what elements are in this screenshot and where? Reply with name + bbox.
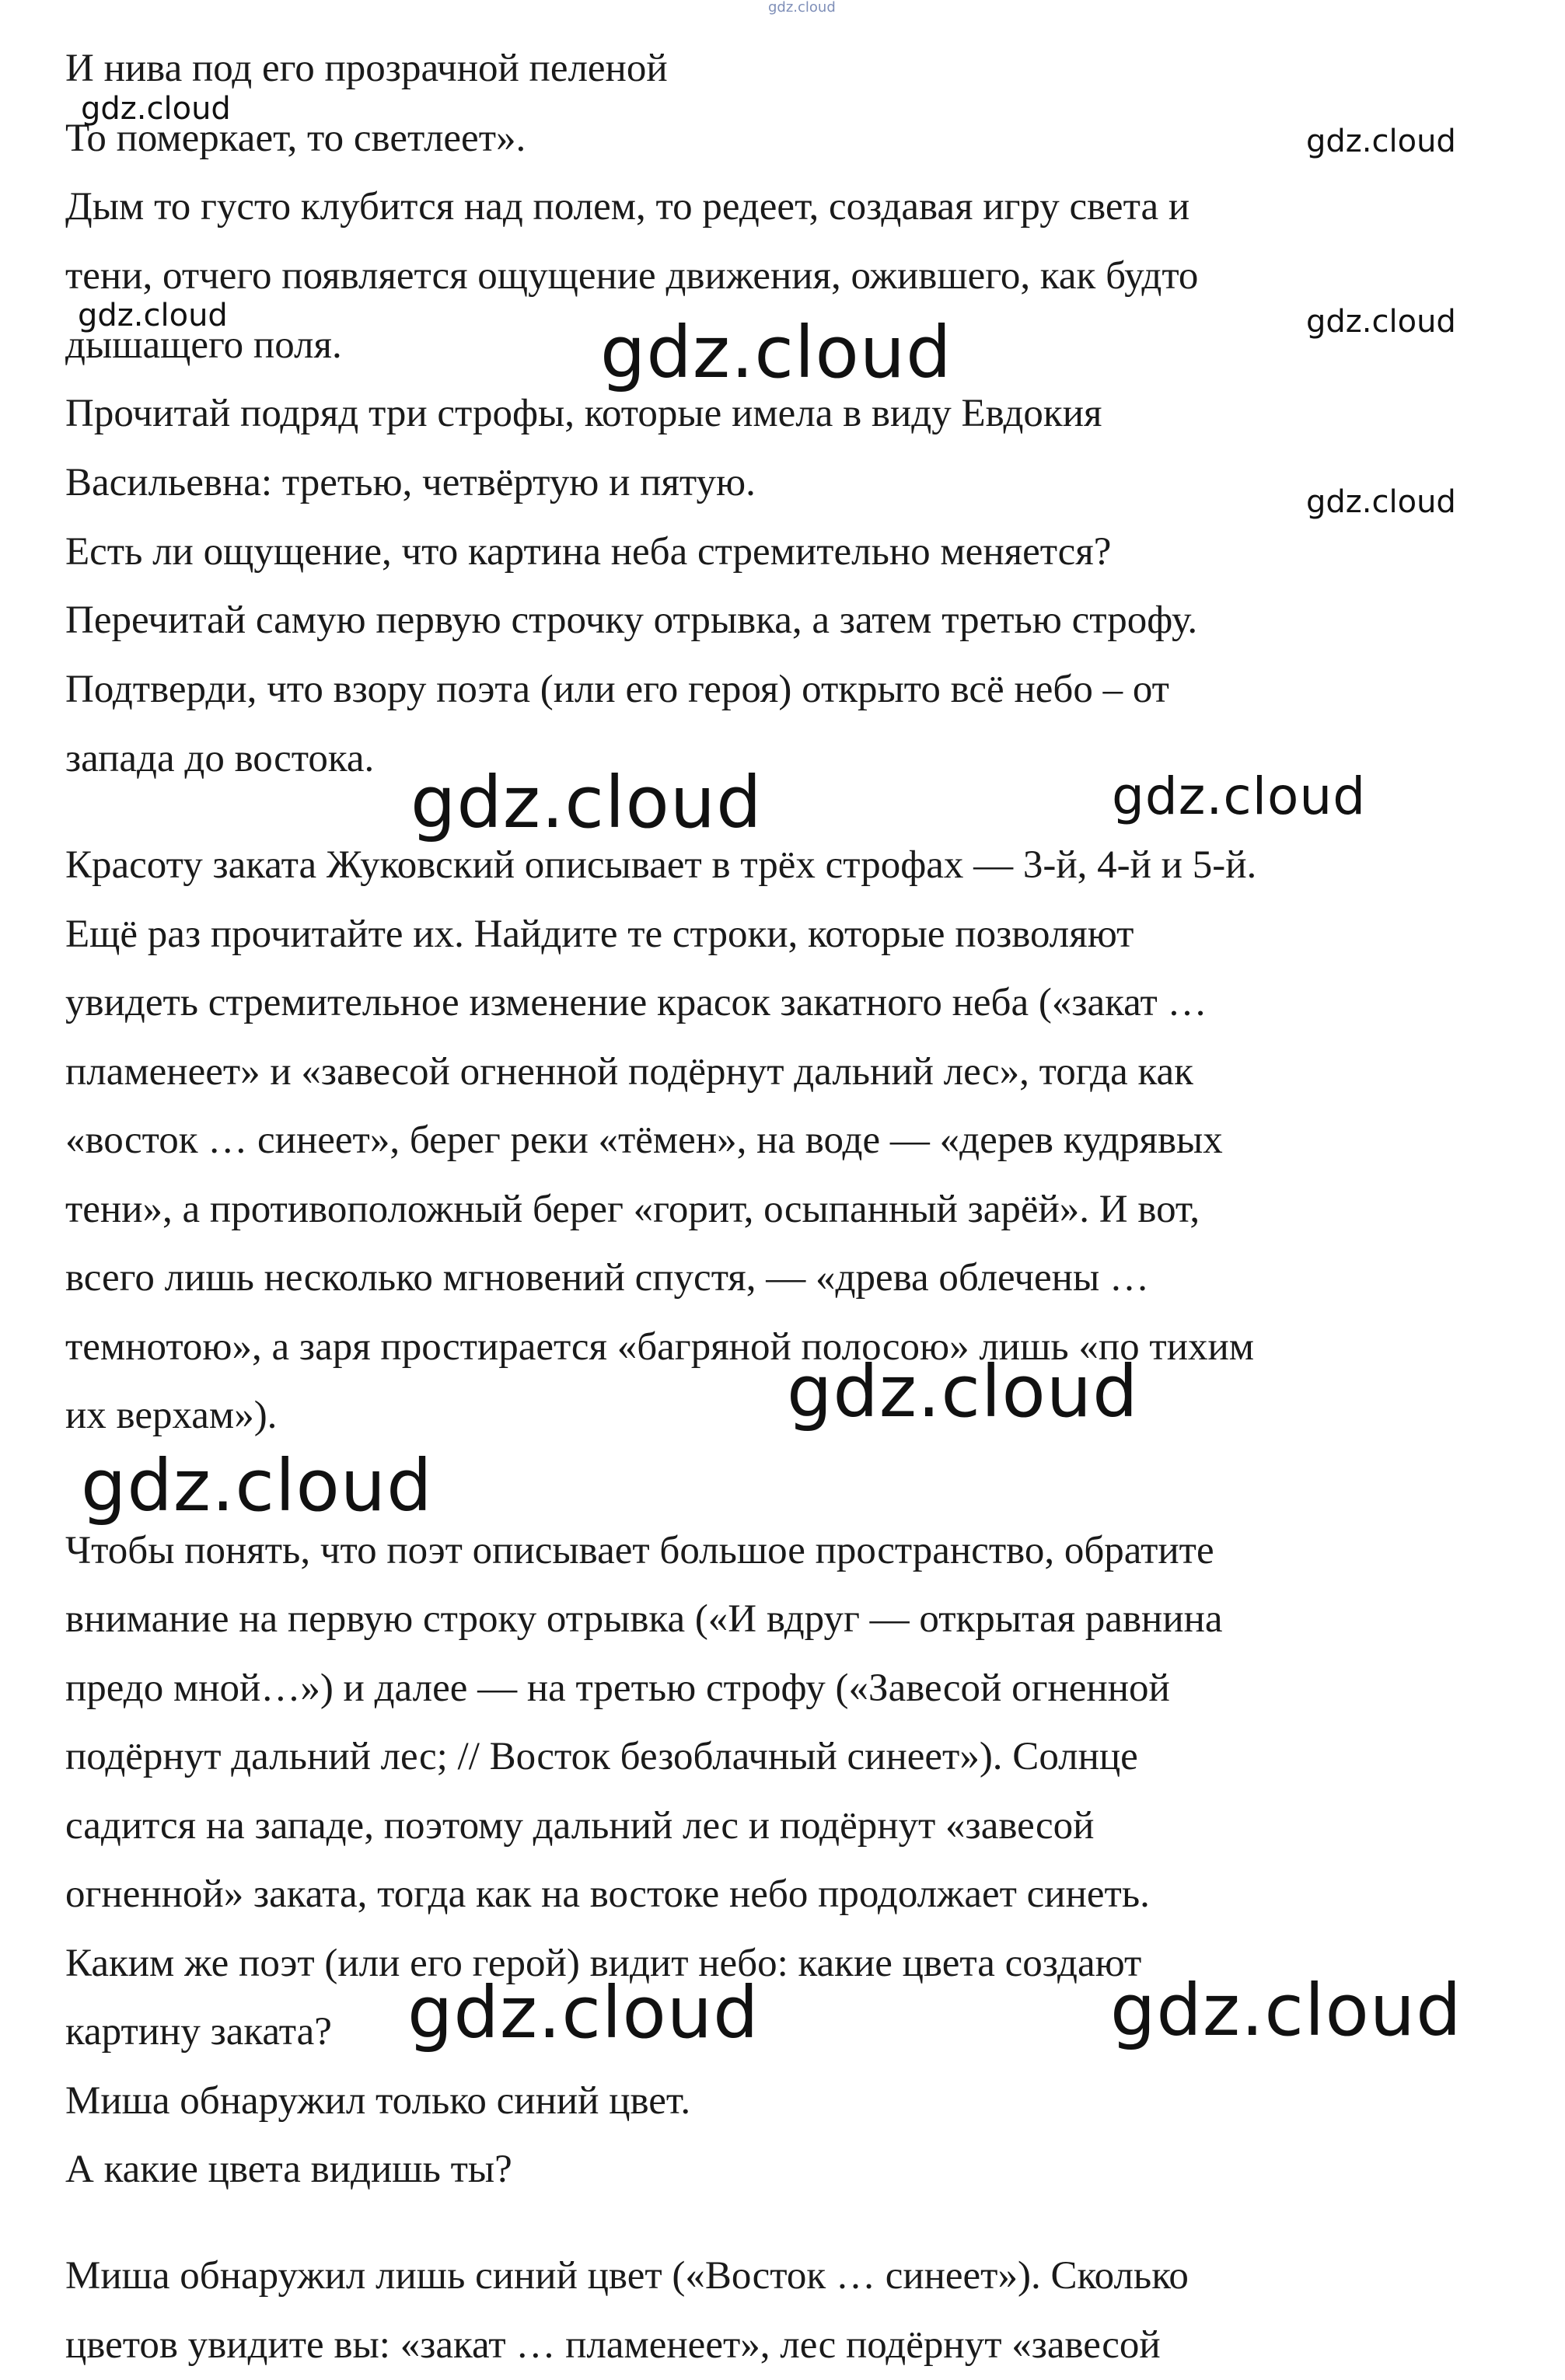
text-line-17: тени», а противоположный берег «горит, осыпанный зарёй». И вот, xyxy=(65,1188,1200,1231)
watermark-small-3: gdz.cloud xyxy=(78,298,228,333)
text-line-18: всего лишь несколько мгновений спустя, — «древа облечены … xyxy=(65,1256,1149,1300)
text-line-5: дышащего поля. xyxy=(65,323,342,367)
text-line-20: их верхам»). xyxy=(65,1394,278,1437)
text-line-21: Чтобы понять, что поэт описывает большое пространство, обратите xyxy=(65,1529,1214,1572)
text-line-8: Есть ли ощущение, что картина неба стремительно меняется? xyxy=(65,530,1112,574)
watermark-top: gdz.cloud xyxy=(768,0,836,16)
text-line-14: увидеть стремительное изменение красок закатного неба («закат … xyxy=(65,981,1207,1024)
text-line-11: запада до востока. xyxy=(65,737,375,780)
watermark-large-1: gdz.cloud xyxy=(600,311,952,394)
text-line-6: Прочитай подряд три строфы, которые имела в виду Евдокия xyxy=(65,392,1102,435)
watermark-small-1: gdz.cloud xyxy=(81,91,231,127)
watermark-small-2: gdz.cloud xyxy=(1306,124,1456,159)
text-line-28: картину заката? xyxy=(65,2010,332,2054)
text-line-9: Перечитай самую первую строчку отрывка, а затем третью строфу. xyxy=(65,598,1198,642)
watermark-small-4: gdz.cloud xyxy=(1306,304,1456,340)
text-line-13: Ещё раз прочитайте их. Найдите те строки, которые позволяют xyxy=(65,913,1134,956)
text-line-30: А какие цвета видишь ты? xyxy=(65,2148,512,2191)
watermark-large-2: gdz.cloud xyxy=(410,761,763,844)
text-line-25: садится на западе, поэтому дальний лес и подёрнут «завесой xyxy=(65,1804,1095,1848)
text-line-10: Подтверди, что взору поэта (или его героя) открыто всё небо – от xyxy=(65,668,1169,711)
text-line-3: Дым то густо клубится над полем, то редеет, создавая игру света и xyxy=(65,185,1190,229)
text-line-16: «восток … синеет», берег реки «тёмен», на воде — «дерев кудрявых xyxy=(65,1118,1223,1162)
text-line-15: пламенеет» и «завесой огненной подёрнут дальний лес», тогда как xyxy=(65,1050,1193,1094)
text-line-24: подёрнут дальний лес; // Восток безоблачный синеет»). Солнце xyxy=(65,1735,1138,1778)
text-line-22: внимание на первую строку отрывка («И вдруг — открытая равнина xyxy=(65,1597,1223,1641)
watermark-small-5: gdz.cloud xyxy=(1306,484,1456,520)
text-line-32: цветов увидите вы: «закат … пламенеет», лес подёрнут «завесой xyxy=(65,2323,1161,2367)
watermark-large-7: gdz.cloud xyxy=(1110,1969,1462,2052)
text-line-19: темнотою», а заря простирается «багряной полосою» лишь «по тихим xyxy=(65,1325,1255,1369)
text-line-7: Васильевна: третью, четвёртую и пятую. xyxy=(65,461,756,504)
text-line-23: предо мной…») и далее — на третью строфу («Завесой огненной xyxy=(65,1666,1170,1710)
text-line-29: Миша обнаружил только синий цвет. xyxy=(65,2079,691,2123)
text-line-26: огненной» заката, тогда как на востоке небо продолжает синеть. xyxy=(65,1872,1150,1916)
text-line-31: Миша обнаружил лишь синий цвет («Восток … синеет»). Сколько xyxy=(65,2254,1189,2298)
text-line-2: То померкает, то светлеет». xyxy=(65,117,526,160)
watermark-large-4: gdz.cloud xyxy=(787,1350,1139,1433)
watermark-large-6: gdz.cloud xyxy=(407,1971,760,2054)
text-line-12: Красоту заката Жуковский описывает в трёх строфах — 3-й, 4-й и 5-й. xyxy=(65,843,1257,887)
text-line-1: И нива под его прозрачной пеленой xyxy=(65,47,668,90)
watermark-large-5: gdz.cloud xyxy=(81,1444,433,1527)
watermark-large-3: gdz.cloud xyxy=(1112,766,1367,826)
text-line-27: Каким же поэт (или его герой) видит небо: какие цвета создают xyxy=(65,1942,1142,1985)
text-line-4: тени, отчего появляется ощущение движения, ожившего, как будто xyxy=(65,254,1199,298)
